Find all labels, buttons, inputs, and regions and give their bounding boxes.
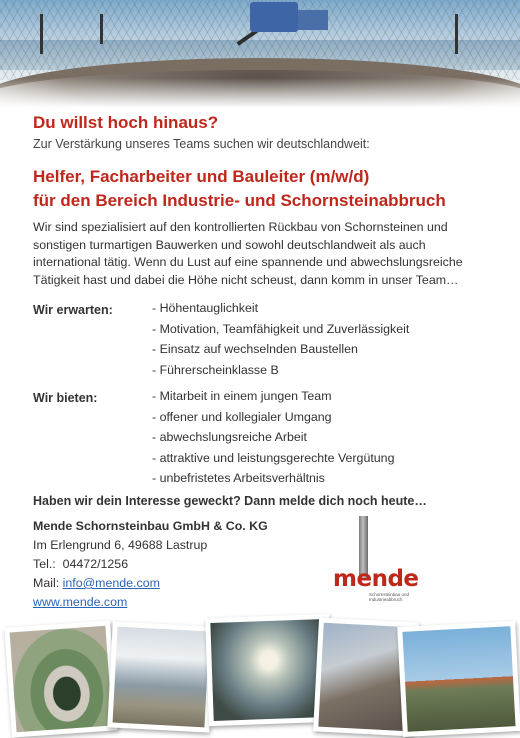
offer-list: [152, 386, 394, 489]
list-item: - Einsatz auf wechselnden Baustellen: [152, 342, 358, 356]
logo-wordmark: mende: [333, 566, 419, 592]
header-photo: [0, 0, 520, 108]
phone-label: Tel.:: [33, 557, 56, 571]
phone-line: [33, 555, 268, 574]
offer-label: Wir bieten:: [33, 391, 98, 405]
headline: Du willst hoch hinaus?: [33, 113, 219, 132]
list-item: - Mitarbeit in einem jungen Team: [152, 389, 332, 403]
list-item: - Höhentauglichkeit: [152, 301, 259, 315]
photo-coast-view: [107, 621, 214, 732]
list-item: - offener und kollegialer Umgang: [152, 409, 332, 424]
job-title-line1: Helfer, Facharbeiter und Bauleiter (m/w/d): [33, 167, 370, 186]
photo-brick-chimney: [397, 621, 520, 737]
job-title-line2: für den Bereich Industrie- und Schornsteinabbruch: [33, 191, 446, 210]
website-link[interactable]: www.mende.com: [33, 595, 128, 609]
logo-tagline: Schornsteinbau und Industrieabbruch: [369, 592, 410, 602]
contact-block: [33, 517, 268, 612]
list-item: - attraktive und leistungsgerechte Vergütung: [152, 450, 395, 465]
mende-logo: [333, 516, 419, 604]
mail-line: [33, 574, 268, 593]
photo-chimney-top: [4, 620, 117, 737]
company-name: Mende Schornsteinbau GmbH & Co. KG: [33, 519, 268, 533]
description: Wir sind spezialisiert auf den kontrollierten Rückbau von Schornsteinen und sonstigen turmartigen Bauwerken und sowohl deutschlandweit als auch international tätig. Wenn du Lust auf eine spannende und abwechslungsreiche Tätigkeit hast und dabei die Höhe nicht scheust, dann komm in unser Team…: [33, 220, 463, 287]
expect-label: Wir erwarten:: [33, 303, 113, 317]
list-item: - Motivation, Teamfähigkeit und Zuverlässigkeit: [152, 321, 410, 336]
list-item: - unbefristetes Arbeitsverhältnis: [152, 471, 325, 485]
call-to-action: Haben wir dein Interesse geweckt? Dann melde dich noch heute…: [33, 494, 427, 508]
street-address: Im Erlengrund 6, 49688 Lastrup: [33, 538, 208, 552]
email-link[interactable]: info@mende.com: [62, 576, 160, 590]
expect-list: [152, 298, 409, 380]
phone-number[interactable]: 04472/1256: [62, 557, 129, 571]
subline: Zur Verstärkung unseres Teams suchen wir deutschlandweit:: [33, 137, 370, 151]
list-item: - abwechslungsreiche Arbeit: [152, 430, 307, 444]
demolition-machine-graphic: [250, 2, 298, 32]
mail-label: Mail:: [33, 576, 60, 590]
list-item: - Führerscheinklasse B: [152, 362, 279, 377]
